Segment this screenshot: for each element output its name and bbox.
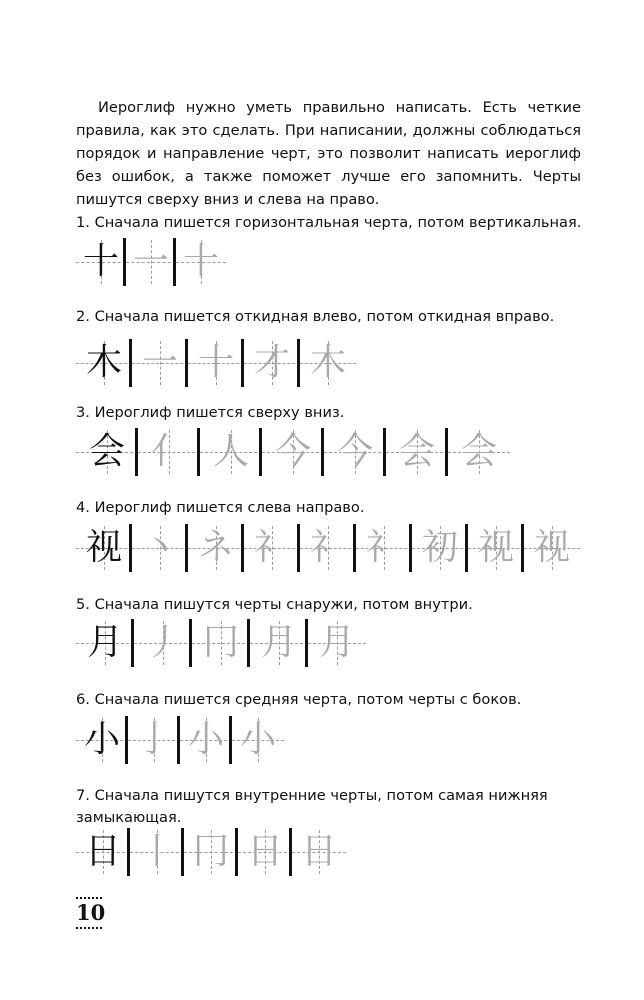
- rule-5: 5. Сначала пишутся черты снаружи, потом внутри.: [76, 596, 473, 613]
- main-character: 十: [82, 241, 119, 282]
- stroke-step-character: 人: [212, 431, 249, 472]
- stroke-step-character: 才: [253, 342, 290, 383]
- stroke-step-cell: [128, 718, 180, 762]
- stroke-step-cell: [130, 830, 184, 874]
- stroke-step-character: 礻: [253, 527, 290, 568]
- stroke-step-cell: [386, 430, 448, 474]
- stroke-step-character: 十: [182, 241, 219, 282]
- stroke-step-character: ネ: [197, 527, 234, 568]
- page-number: 10: [76, 900, 106, 925]
- stroke-step-character: 视: [477, 527, 514, 568]
- main-character: 月: [86, 622, 123, 663]
- stroke-step-cell: [188, 341, 244, 385]
- stroke-step-character: 日: [300, 831, 337, 872]
- stroke-step-character: 礻: [365, 527, 402, 568]
- main-character-cell: [76, 240, 126, 284]
- stroke-step-cell: [262, 430, 324, 474]
- stroke-step-cell: [250, 621, 308, 665]
- stroke-step-character: 木: [309, 342, 346, 383]
- stroke-step-cell: [132, 341, 188, 385]
- stroke-step-cell: [134, 621, 192, 665]
- main-character: 日: [84, 831, 121, 872]
- stroke-step-character: 会: [398, 431, 435, 472]
- stroke-step-character: 丨: [138, 831, 175, 872]
- stroke-step-character: 日: [246, 831, 283, 872]
- stroke-step-character: 一: [141, 342, 178, 383]
- stroke-step-character: 月: [260, 622, 297, 663]
- stroke-step-cell: [468, 526, 524, 570]
- stroke-step-character: 会: [460, 431, 497, 472]
- stroke-step-character: 初: [421, 527, 458, 568]
- stroke-step-character: 亻: [150, 431, 187, 472]
- stroke-step-cell: [300, 341, 356, 385]
- stroke-step-cell: [244, 341, 300, 385]
- main-character: 会: [88, 431, 125, 472]
- rule-2: 2. Сначала пишется откидная влево, потом откидная вправо.: [76, 308, 555, 325]
- page-number-dots-bottom: [76, 927, 102, 929]
- stroke-step-character: 今: [336, 431, 373, 472]
- intro-text: Иероглиф нужно уметь правильно написать. Есть четкие правила, как это сделать. При написании, должны соблюдаться порядок и направление черт, это позволит написать иероглиф без ошибок, а также поможет лучше его запомнить. Черты пишутся сверху вниз и слева на право.: [76, 99, 581, 208]
- stroke-step-cell: [180, 718, 232, 762]
- stroke-step-cell: [176, 240, 226, 284]
- stroke-step-cell: [184, 830, 238, 874]
- stroke-step-character: 小: [187, 719, 224, 760]
- main-character-cell: [76, 430, 138, 474]
- main-character-cell: [76, 341, 132, 385]
- rule-4: 4. Иероглиф пишется слева направо.: [76, 499, 365, 516]
- stroke-step-cell: [308, 621, 366, 665]
- rule-7: 7. Сначала пишутся внутренние черты, потом самая нижняя замыкающая.: [76, 787, 548, 826]
- stroke-step-character: 亅: [135, 719, 172, 760]
- main-character-cell: [76, 830, 130, 874]
- stroke-step-character: 今: [274, 431, 311, 472]
- main-character: 视: [85, 527, 122, 568]
- main-character: 木: [85, 342, 122, 383]
- stroke-step-cell: [324, 430, 386, 474]
- stroke-step-character: 一: [132, 241, 169, 282]
- stroke-step-character: 冂: [192, 831, 229, 872]
- stroke-step-character: 礻: [309, 527, 346, 568]
- main-character-cell: [76, 526, 132, 570]
- stroke-step-character: 丶: [141, 527, 178, 568]
- page-number-dots-top: [76, 897, 102, 899]
- main-character: 小: [83, 719, 120, 760]
- rule-1: 1. Сначала пишется горизонтальная черта, потом вертикальная.: [76, 214, 582, 231]
- stroke-step-cell: [232, 718, 284, 762]
- main-character-cell: [76, 621, 134, 665]
- stroke-step-cell: [138, 430, 200, 474]
- stroke-step-cell: [132, 526, 188, 570]
- stroke-step-cell: [192, 621, 250, 665]
- stroke-step-cell: [356, 526, 412, 570]
- stroke-step-cell: [448, 430, 510, 474]
- stroke-step-cell: [200, 430, 262, 474]
- main-character-cell: [76, 718, 128, 762]
- stroke-step-cell: [300, 526, 356, 570]
- stroke-step-character: 丿: [144, 622, 181, 663]
- stroke-step-cell: [244, 526, 300, 570]
- stroke-step-cell: [126, 240, 176, 284]
- stroke-step-cell: [238, 830, 292, 874]
- stroke-step-cell: [292, 830, 346, 874]
- stroke-step-cell: [524, 526, 580, 570]
- intro-paragraph: [76, 96, 581, 211]
- stroke-step-character: 视: [533, 527, 570, 568]
- rule-3: 3. Иероглиф пишется сверху вниз.: [76, 404, 345, 421]
- stroke-step-character: 月: [318, 622, 355, 663]
- stroke-step-cell: [188, 526, 244, 570]
- rule-6: 6. Сначала пишется средняя черта, потом черты с боков.: [76, 691, 522, 708]
- stroke-step-character: 冂: [202, 622, 239, 663]
- stroke-step-cell: [412, 526, 468, 570]
- stroke-step-character: 十: [197, 342, 234, 383]
- stroke-step-character: 小: [239, 719, 276, 760]
